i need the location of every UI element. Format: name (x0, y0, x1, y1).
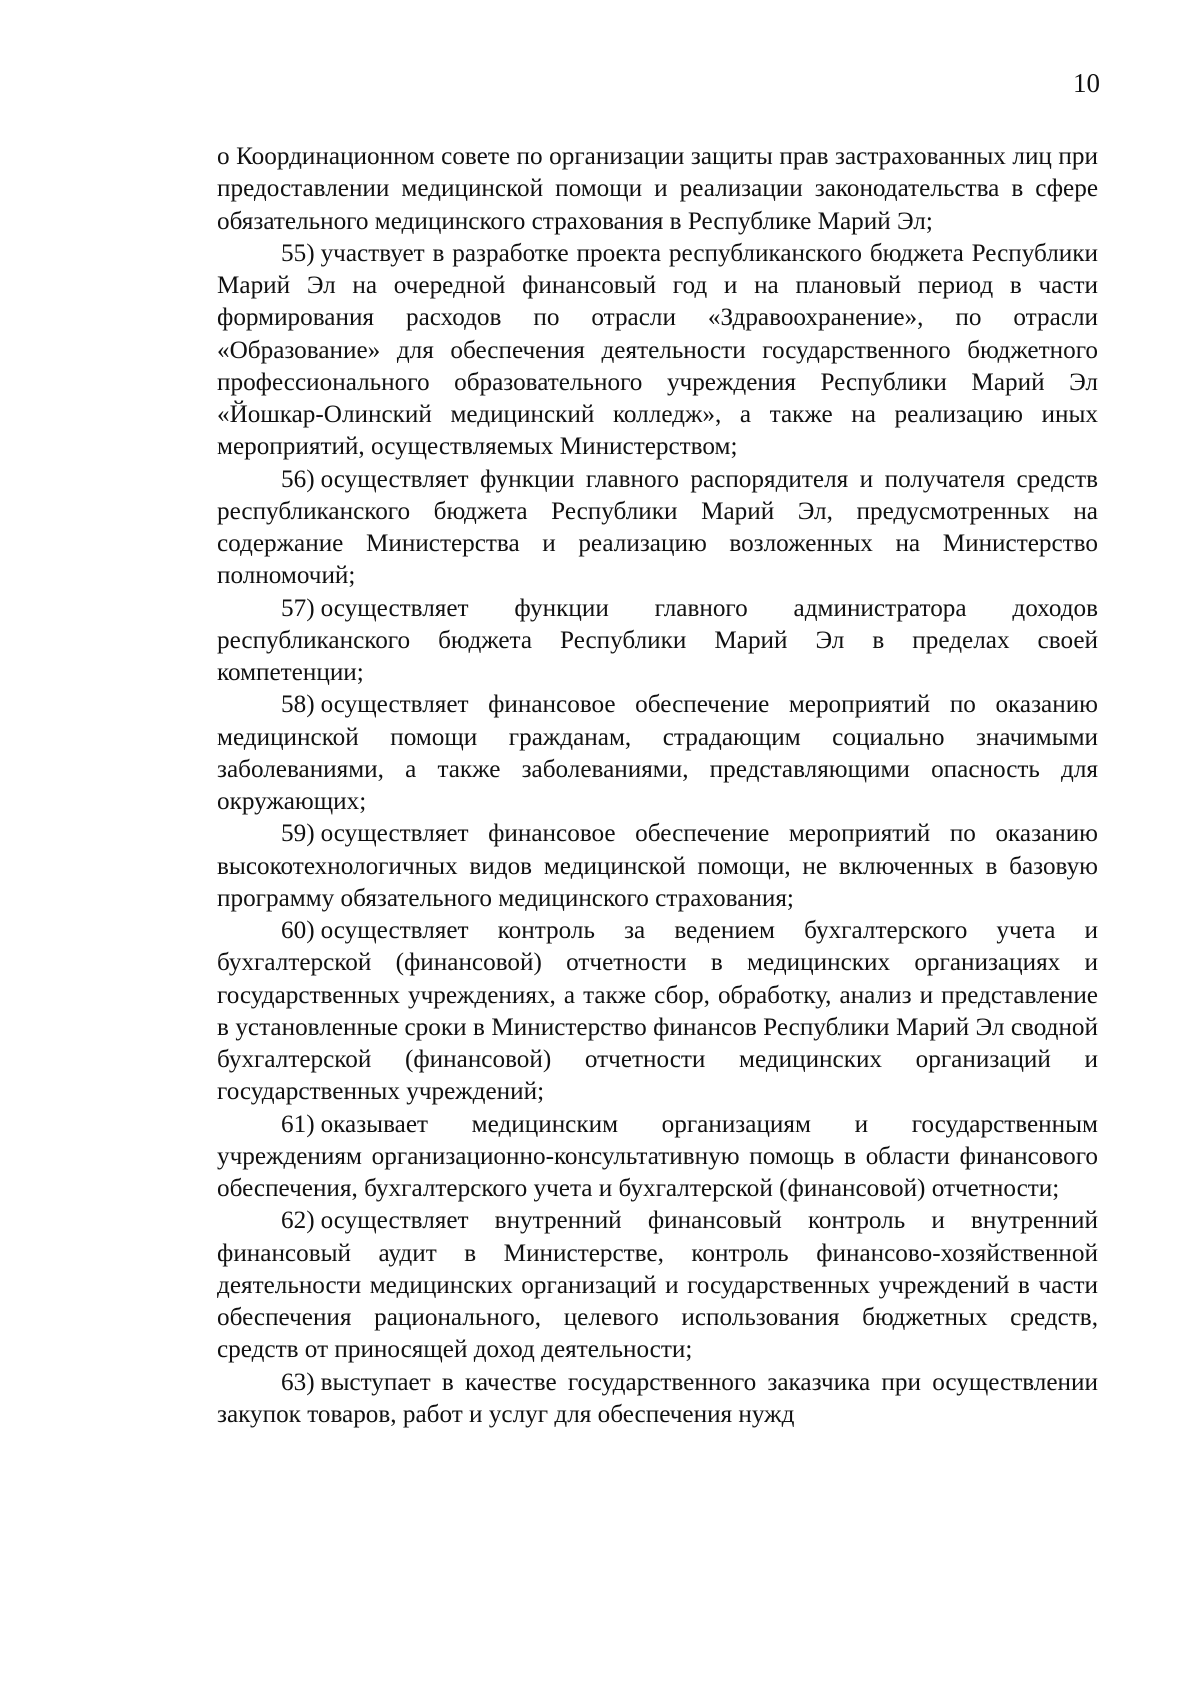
item-number: 61) (281, 1110, 315, 1138)
item-text: осуществляет внутренний финансовый контроль и внутренний финансовый аудит в Министерстве, контроль финансово-хозяйственной деятельности медицинских организаций и государственных учреждений в части обеспечения рационального, целевого использования бюджетных средств, средств от приносящей доход деятельности; (217, 1207, 1098, 1364)
item-text: осуществляет функции главного администратора доходов республиканского бюджета Республики Марий Эл в пределах своей компетенции; (217, 594, 1098, 686)
list-item (217, 915, 1098, 1109)
item-number: 56) (281, 465, 315, 493)
item-text: осуществляет контроль за ведением бухгалтерского учета и бухгалтерской (финансовой) отчетности в медицинских организациях и государственных учреждениях, а также сбор, обработку, анализ и представление в установленные сроки в Министерство финансов Республики Марий Эл сводной бухгалтерской (финансовой) отчетности медицинских организаций и государственных учреждений; (217, 917, 1098, 1106)
list-item (217, 1205, 1098, 1366)
list-item (217, 593, 1098, 690)
item-number: 63) (281, 1368, 315, 1396)
item-text: оказывает медицинским организациям и государственным учреждениям организационно-консультативную помощь в области финансового обеспечения, бухгалтерского учета и бухгалтерской (финансовой) отчетности; (217, 1110, 1098, 1202)
item-number: 58) (281, 691, 315, 719)
item-text: осуществляет функции главного распорядителя и получателя средств республиканского бюджета Республики Марий Эл, предусмотренных на содержание Министерства и реализацию возложенных на Министерство полномочий; (217, 465, 1098, 590)
item-number: 59) (281, 820, 315, 848)
item-text: участвует в разработке проекта республиканского бюджета Республики Марий Эл на очередной финансовый год и на плановый период в части формирования расходов по отрасли «Здравоохранение», по отрасли «Образование» для обеспечения деятельности государственного бюджетного профессионального образовательного учреждения Республики Марий Эл «Йошкар-Олинский медицинский колледж», а также на реализацию иных мероприятий, осуществляемых Министерством; (217, 239, 1098, 461)
list-item (217, 689, 1098, 818)
item-text: выступает в качестве государственного заказчика при осуществлении закупок товаров, работ и услуг для обеспечения нужд (217, 1368, 1098, 1428)
list-item (217, 1367, 1098, 1432)
item-number: 62) (281, 1207, 315, 1235)
list-item (217, 818, 1098, 915)
item-number: 60) (281, 917, 315, 944)
item-number: 57) (281, 594, 315, 622)
page-number: 10 (1073, 68, 1100, 98)
continuation-paragraph: о Координационном совете по организации защиты прав застрахованных лиц при предоставлении медицинской помощи и реализации законодательства в сфере обязательного медицинского страхования в Республике Марий Эл; (217, 143, 1098, 235)
list-item (217, 238, 1098, 464)
item-number: 55) (281, 239, 315, 267)
list-item (217, 464, 1098, 593)
item-text: осуществляет финансовое обеспечение мероприятий по оказанию медицинской помощи гражданам, страдающим социально значимыми заболеваниями, а также заболеваниями, представляющими опасность для окружающих; (217, 691, 1098, 815)
item-text: осуществляет финансовое обеспечение мероприятий по оказанию высокотехнологичных видов медицинской помощи, не включенных в базовую программу обязательного медицинского страхования; (217, 820, 1098, 912)
document-body (217, 141, 1098, 1431)
list-item (217, 1109, 1098, 1206)
